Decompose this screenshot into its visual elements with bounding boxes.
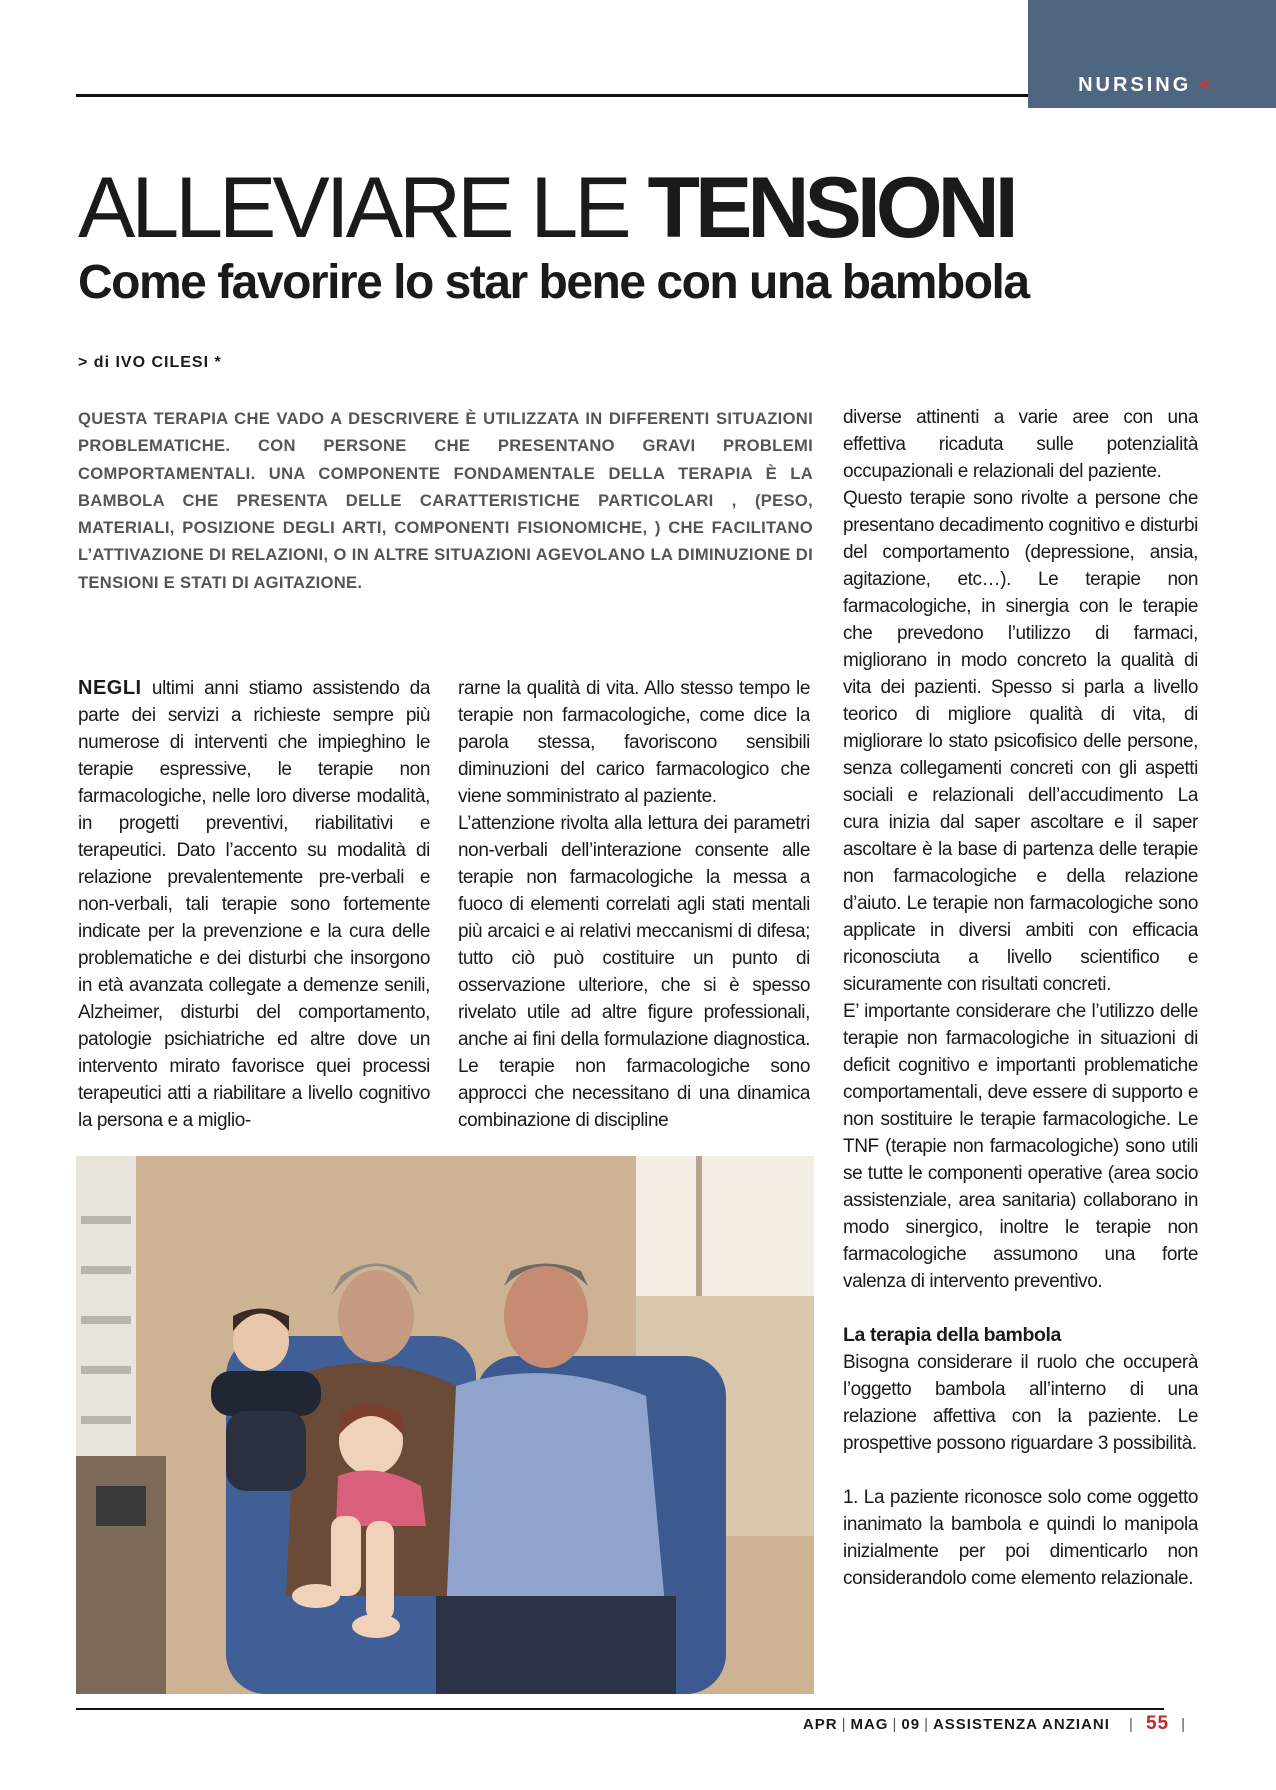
footer-separator: | <box>1129 1716 1134 1733</box>
column-3-paragraph-5: 1. La paziente riconosce solo come oggetto inanimato la bambola e quindi lo manipola inizialmente per poi dimenticarlo non considerandolo come elemento relazionale. <box>843 1487 1198 1589</box>
column-2-paragraph-2: L’attenzione rivolta alla lettura dei parametri non-verbali dell’interazione consente alle terapie non farmacologiche la messa a fuoco di elementi correlati agli stati mentali più arcaici e ai relativi meccanismi di difesa; tutto ciò può costituire un punto di osservazione ulteriore, che si è spesso rivelato utile ad altre figure professionali, anche ai fini della formulazione diagnostica. Le terapie non farmacologiche sono approcci che necessitano di una dinamica combinazione di discipline <box>458 813 810 1131</box>
column-1-text: ultimi anni stiamo assistendo da parte dei servizi a richieste sempre più numerose di interventi che impieghino le terapie espressive, le terapie non farmacologiche, nelle loro diverse modalità, in progetti preventivi, riabilitativi e terapeutici. Dato l’accento su modalità di relazione prevalentemente pre-verbali e non-verbali, tali terapie sono fortemente indicate per la prevenzione e la cura delle problematiche e dei disturbi che insorgono in età avanzata collegate a demenze senili, Alzheimer, disturbi del comportamento, patologie psichiatriche ed altre dove un intervento mirato favorisce quei processi terapeutici atti a riabilitare a livello cognitivo la persona e a miglio- <box>78 678 430 1131</box>
bottom-rule <box>76 1708 1164 1710</box>
footer-issue-year: 09 <box>901 1716 921 1733</box>
byline: > di IVO CILESI * <box>78 354 222 371</box>
page-footer <box>803 1713 1190 1735</box>
article-photo <box>76 1156 814 1694</box>
column-3-paragraph-3: E’ importante considerare che l’utilizzo delle terapie non farmacologiche in situazioni di deficit cognitivo e importanti problematiche comportamentali, deve essere di supporto e non sostituire le terapie farmacologiche. Le TNF (terapie non farmacologiche) sono utili se tutte le componenti operative (area socio assistenziale, area sanitaria) collaborano in modo sinergico, inoltre le terapie non farmacologiche assumono una forte valenza di intervento preventivo. <box>843 1001 1198 1292</box>
lead-paragraph: QUESTA TERAPIA CHE VADO A DESCRIVERE È UTILIZZATA IN DIFFERENTI SITUAZIONI PROBLEMATICHE. CON PERSONE CHE PRESENTANO GRAVI PROBLEMI COMPORTAMENTALI. UNA COMPONENTE FONDAMENTALE DELLA TERAPIA È LA BAMBOLA CHE PRESENTA DELLE CARATTERISTICHE PARTICOLARI , (PESO, MATERIALI, POSIZIONE DEGLI ARTI, COMPONENTI FISIONOMICHE, ) CHE FACILITANO L’ATTIVAZIONE DI RELAZIONI, O IN ALTRE SITUAZIONI AGEVOLANO LA DIMINUZIONE DI TENSIONI E STATI DI AGITAZIONE. <box>78 409 813 592</box>
section-label <box>1078 74 1214 97</box>
article-subtitle: Come favorire lo star bene con una bambola <box>78 256 1029 309</box>
column-3-paragraph-4: Bisogna considerare il ruolo che occuperà l’oggetto bambola all’interno di una relazione affettiva con la paziente. Le prospettive possono riguardare 3 possibilità. <box>843 1352 1198 1454</box>
article-title <box>78 160 1014 256</box>
title-light: ALLEVIARE LE <box>78 160 648 256</box>
body-column-3 <box>843 404 1198 1689</box>
footer-separator: | <box>892 1716 898 1733</box>
section-marker: < <box>1199 74 1214 96</box>
drop-word: NEGLI <box>78 677 142 699</box>
footer-separator: | <box>924 1716 929 1733</box>
footer-separator: | <box>1181 1716 1186 1733</box>
column-2-paragraph-1: rarne la qualità di vita. Allo stesso tempo le terapie non farmacologiche, come dice la parola stessa, favoriscono sensibili diminuzioni del carico farmacologico che viene somministrato al paziente. <box>458 678 810 807</box>
top-rule <box>76 94 1028 97</box>
title-bold: TENSIONI <box>647 160 1014 256</box>
column-3-paragraph-2: Questo terapie sono rivolte a persone che presentano decadimento cognitivo e disturbi del comportamento (depressione, ansia, agitazione, etc…). Le terapie non farmacologiche, in sinergia con le terapie che prevedono l’utilizzo di farmaci, migliorano in modo concreto la qualità di vita dei pazienti. Spesso si parla a livello teorico di migliore qualità di vita, di migliorare lo stato psicofisico delle persone, senza collegamenti concreti con gli aspetti sociali e relazionali dell’accudimento La cura inizia dal saper ascoltare e il saper ascoltare è la base di partenza delle terapie non farmacologiche e della relazione d’aiuto. Le terapie non farmacologiche sono applicate in diversi ambiti con efficacia riconosciuta a livello scientifico e sicuramente con risultati concreti. <box>843 488 1198 995</box>
section-name: NURSING <box>1078 74 1192 96</box>
column-1-paragraph <box>78 675 430 1134</box>
footer-issue-month-1: APR <box>802 1716 838 1733</box>
footer-magazine-name: ASSISTENZA ANZIANI <box>932 1716 1110 1733</box>
page-number: 55 <box>1145 1713 1170 1734</box>
section-subheading: La terapia della bambola <box>843 1324 1061 1346</box>
photo-illustration <box>76 1156 814 1694</box>
column-3-paragraph-1: diverse attinenti a varie aree con una effettiva ricaduta sulle potenzialità occupazionali e relazionali del paziente. <box>843 407 1198 482</box>
footer-separator: | <box>841 1716 847 1733</box>
footer-issue-month-2: MAG <box>850 1716 889 1733</box>
